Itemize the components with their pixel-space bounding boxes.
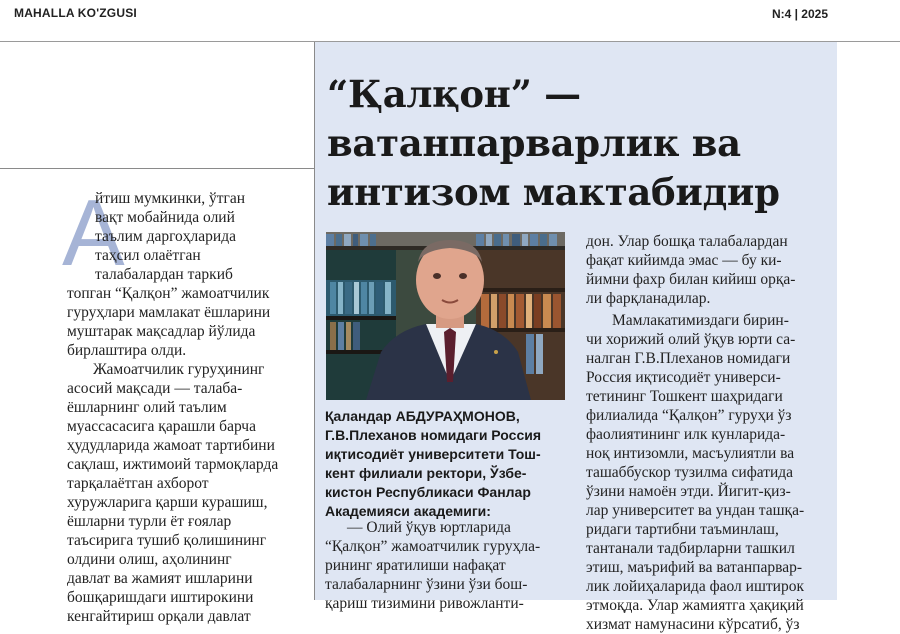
text-line: асосий мақсади — талаба- [67,380,243,397]
text-line: хизмат намунасини кўрсатиб, ўз [586,616,800,633]
caption-line: кент филиали ректори, Ўзбе- [325,465,527,481]
text-line: ноқ интизомли, масъулиятли ва [586,445,795,462]
text-line: гуруҳлари мамлакат ёшларини [67,304,271,321]
text-line: ташаббускор тузилма сифатида [586,464,794,481]
text-line: олдини олиш, аҳолининг [67,551,232,568]
text-line: ридаги тартибни таъминлаш, [586,521,779,538]
text-line: муштарак мақсадлар йўлида [67,323,256,340]
text-line: таҳсил олаётган [95,247,201,264]
text-line: топган “Қалқон” жамоатчилик [67,285,270,302]
headline-line: интизом мактабидир [327,170,780,214]
text-line: лик лойиҳаларида фаол иштирок [586,578,804,595]
caption-line: Г.В.Плеханов номидаги Россия [325,427,542,443]
article-body-middle [325,518,570,613]
text-line: бошқаришдаги иштирокини [67,589,254,606]
text-line: йтиш мумкинки, ўтган [95,190,246,207]
headline-line: ватанпарварлик ва [327,121,741,165]
text-line: кенгайтириш орқали давлат [67,608,251,625]
text-line: этмоқда. Улар жамиятга ҳақиқий [586,597,804,614]
article-headline [327,70,832,217]
text-line: сақлаш, ижтимоий тармоқларда [67,456,279,473]
headline-line: “Қалқон” — [327,72,581,116]
text-line: рининг яратилиши нафақат [325,557,506,574]
text-line: муассасасига қарашли барча [67,418,256,435]
page-margin [837,42,900,600]
text-line: тетининг Тошкент шаҳридаги [586,388,783,405]
issue-number: N:4 | 2025 [771,7,828,21]
text-line: Мамлакатимиздаги бирин- [612,312,789,329]
text-line: ҳудудларида жамоат тартибини [67,437,275,454]
text-line: лар университет ва ундан ташқа- [586,502,805,519]
portrait-photo [326,232,565,400]
drop-cap: А [62,180,125,285]
text-line: ли фарқланадилар. [586,290,711,307]
text-line: таълим даргоҳларида [95,228,236,245]
text-line: таъсирига тушиб қолишининг [67,532,267,549]
text-line: вақт мобайнида олий [95,209,235,226]
caption-line: иқтисодиёт университети Тош- [325,446,541,462]
text-line: налган Г.В.Плеханов номидаги [586,350,791,367]
text-line: талабаларнинг ўзини ўзи бош- [325,576,528,593]
article-body-right [586,232,830,634]
text-line: қариш тизимини ривожланти- [325,595,524,612]
text-line: “Қалқон” жамоатчилик гуруҳла- [325,538,541,555]
text-line: хуружларига қарши курашиш, [67,494,268,511]
text-line: филиалида “Қалқон” гуруҳи ўз [586,407,792,424]
article-body-left [67,284,308,626]
article-lead [95,189,305,284]
text-line: дон. Улар бошқа талабалардан [586,233,788,250]
left-column-rule [0,168,314,169]
text-line: Жамоатчилик гуруҳининг [93,361,265,378]
text-line: талабалардан таркиб [95,266,233,283]
text-line: фақат кийимда эмас — бу ки- [586,252,782,269]
text-line: давлат ва жамият ишларини [67,570,253,587]
text-line: бирлаштира олди. [67,342,187,359]
text-line: ёшларнинг олий таълим [67,399,227,416]
text-line: фаолиятининг илк кунларида- [586,426,786,443]
text-line: — Олий ўқув юртларида [347,519,511,536]
caption-line: Академияси академиги: [325,503,491,519]
text-line: ёшларни турли ёт ғоялар [67,513,232,530]
publication-title: MAHALLA KO'ZGUSI [14,6,137,20]
text-line: чи хорижий олий ўқув юрти са- [586,331,796,348]
text-line: Россия иқтисодиёт универси- [586,369,781,386]
text-line: тантанали тадбирларни ташкил [586,540,795,557]
photo-caption [325,407,570,521]
text-line: тарқалаётган ахборот [67,475,209,492]
text-line: ўзини намоён этди. Йигит-қиз- [586,483,791,500]
caption-line: кистон Республикаси Фанлар [325,484,531,500]
text-line: этиш, маърифий ва ватанпарвар- [586,559,802,576]
caption-line: Қаландар АБДУРАҲМОНОВ, [325,408,520,424]
text-line: йимни фахр билан кийиш орқа- [586,271,796,288]
